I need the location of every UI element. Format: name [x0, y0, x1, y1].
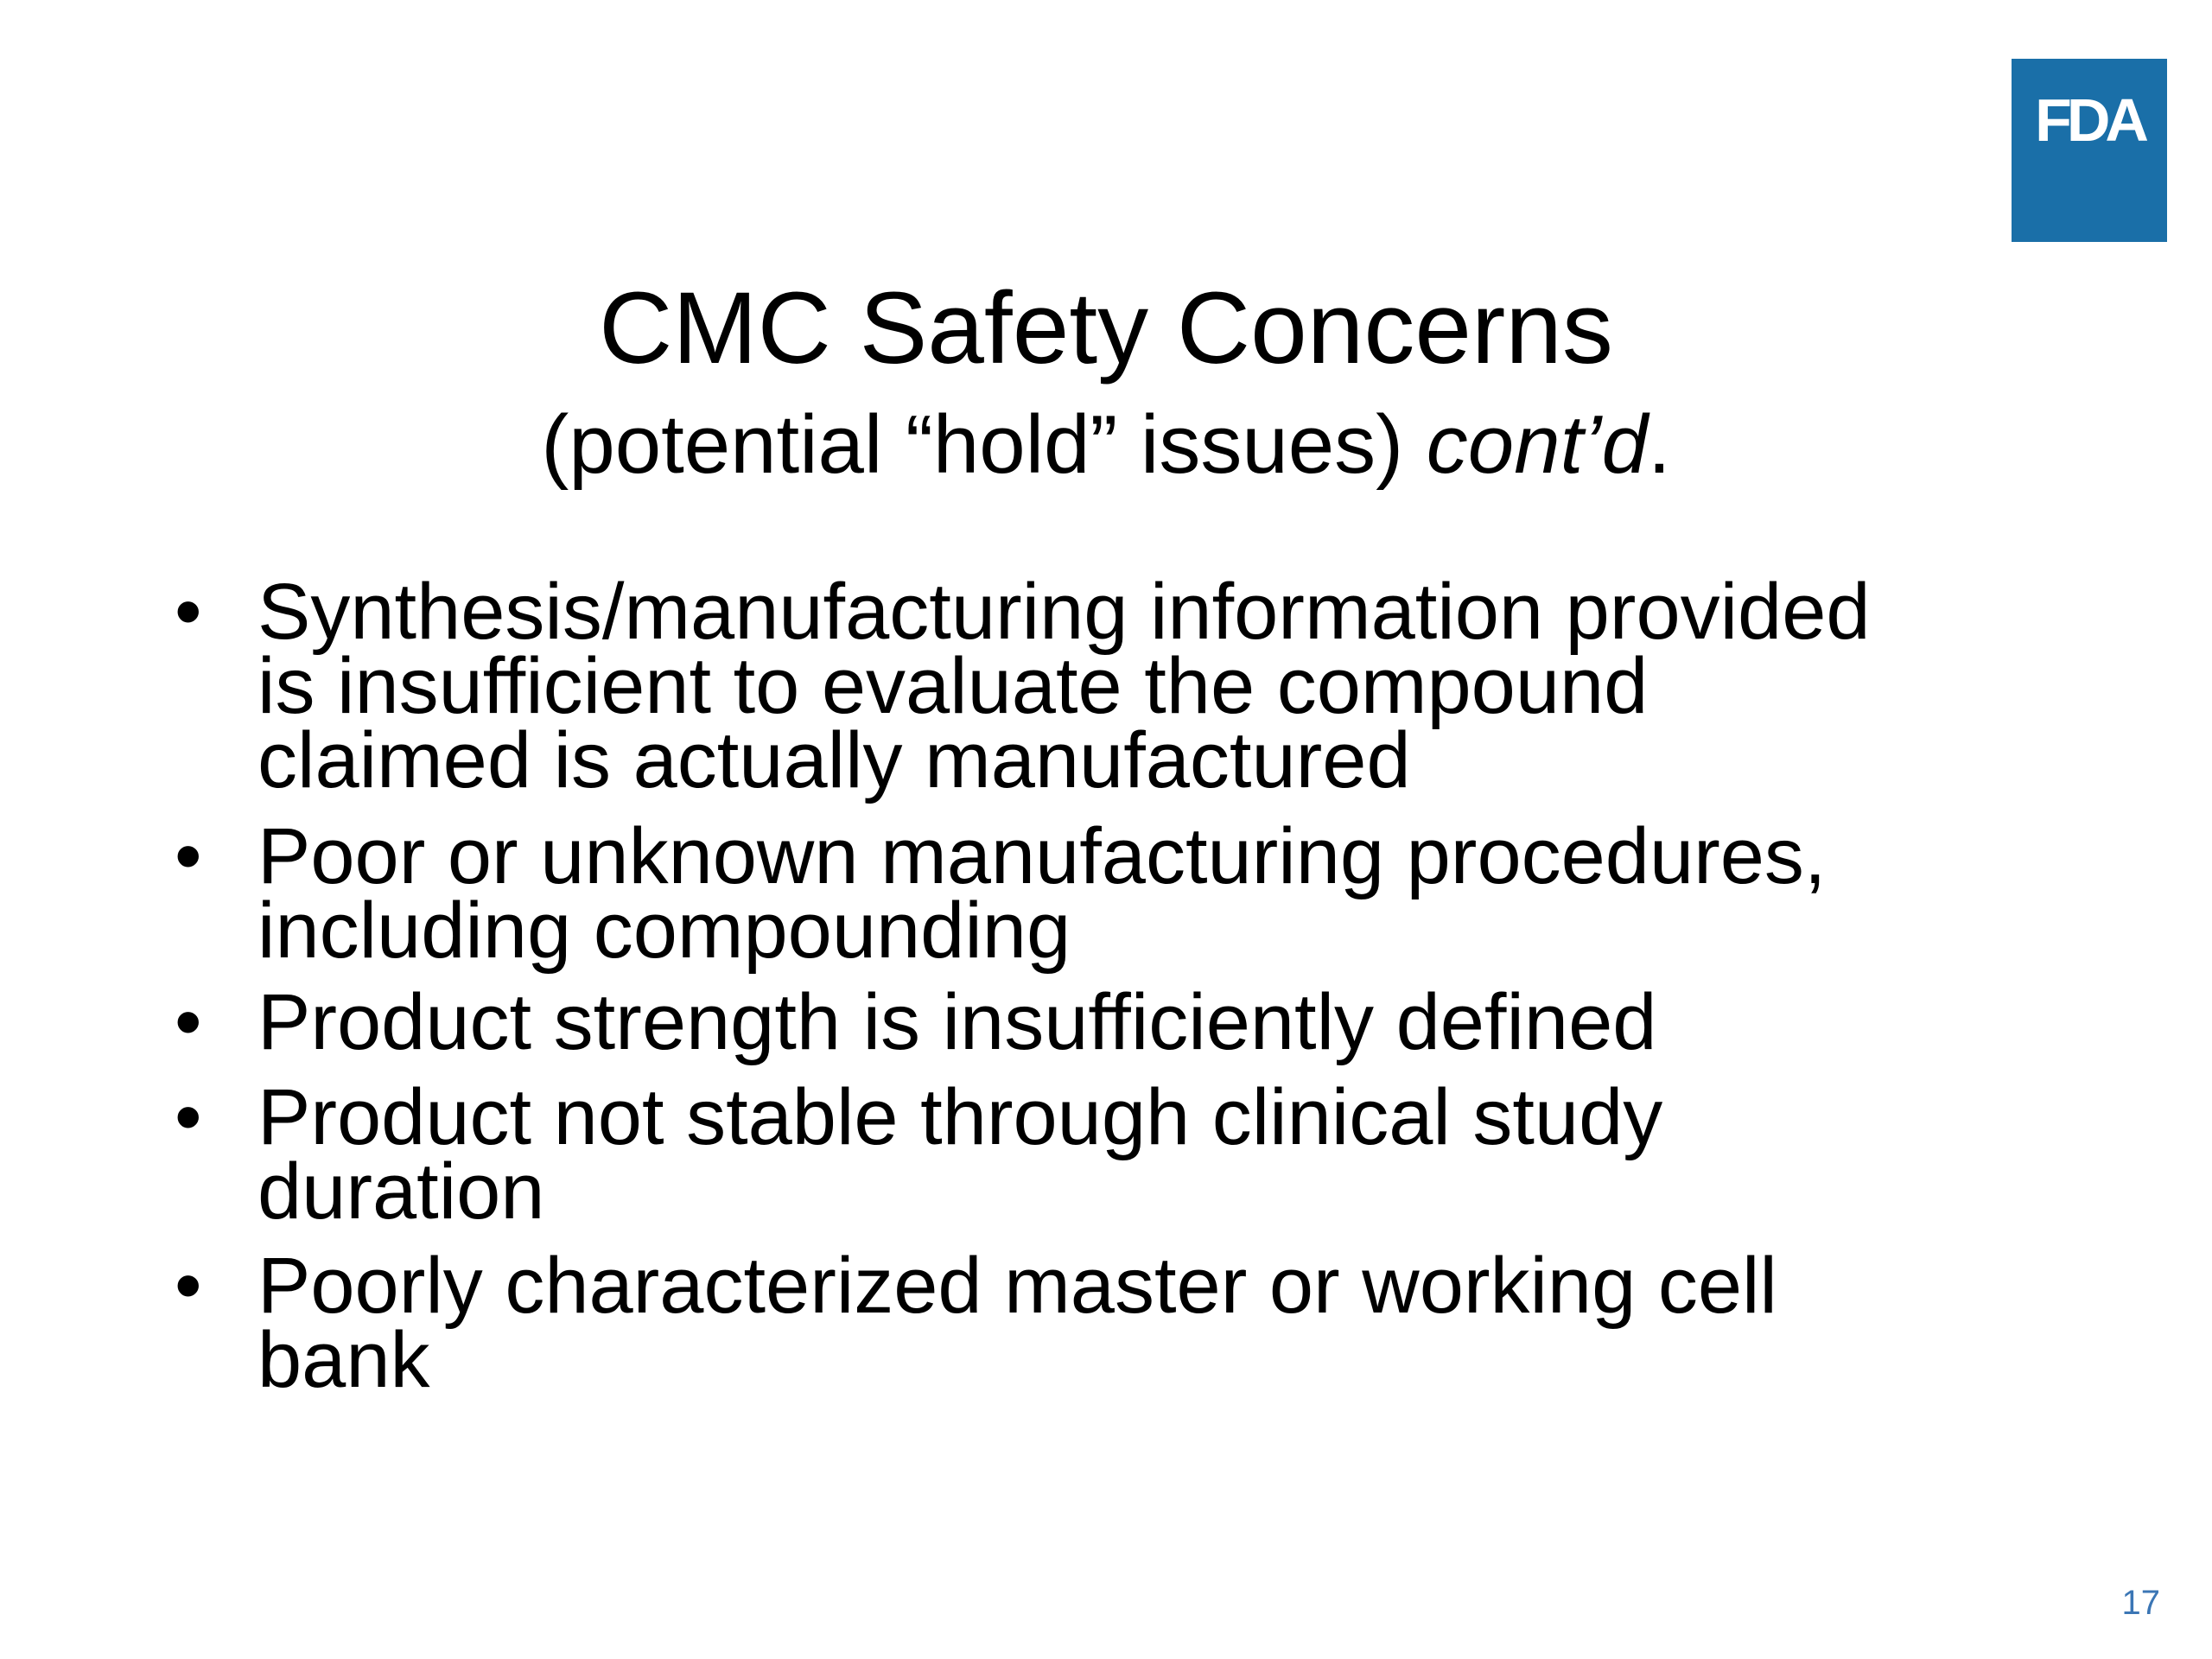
subtitle-end: .	[1647, 398, 1671, 491]
bullet-item	[175, 812, 2089, 975]
subtitle-main: (potential “hold” issues)	[541, 398, 1427, 491]
bullet-line: Product strength is insufficiently defined	[257, 978, 1657, 1066]
bullet-item	[175, 568, 2089, 804]
bullet-item	[175, 1073, 2089, 1236]
bullet-dot: •	[175, 1074, 202, 1160]
bullet-dot: •	[175, 1243, 202, 1329]
bullet-item	[175, 978, 2089, 1066]
bullet-line: including compounding	[257, 887, 1071, 975]
bullet-dot: •	[175, 813, 202, 899]
bullet-line: claimed is actually manufactured	[257, 716, 1411, 804]
bullet-line: is insufficient to evaluate the compound	[257, 642, 1649, 730]
fda-logo-text: FDA	[2035, 86, 2144, 154]
page-number: 17	[2121, 1584, 2160, 1622]
subtitle-italic: cont’d	[1426, 398, 1648, 491]
bullet-line: Synthesis/manufacturing information provided	[257, 568, 1871, 656]
bullet-dot: •	[175, 569, 202, 655]
bullet-line: Poorly characterized master or working cell	[257, 1242, 1777, 1330]
bullet-line: Poor or unknown manufacturing procedures,	[257, 812, 1827, 900]
slide-title: CMC Safety Concerns	[599, 271, 1613, 385]
bullet-line: bank	[257, 1316, 430, 1404]
bullet-line: Product not stable through clinical study	[257, 1073, 1663, 1161]
bullet-item	[175, 1242, 2089, 1404]
bullet-dot: •	[175, 979, 202, 1065]
bullet-line: duration	[257, 1147, 545, 1236]
